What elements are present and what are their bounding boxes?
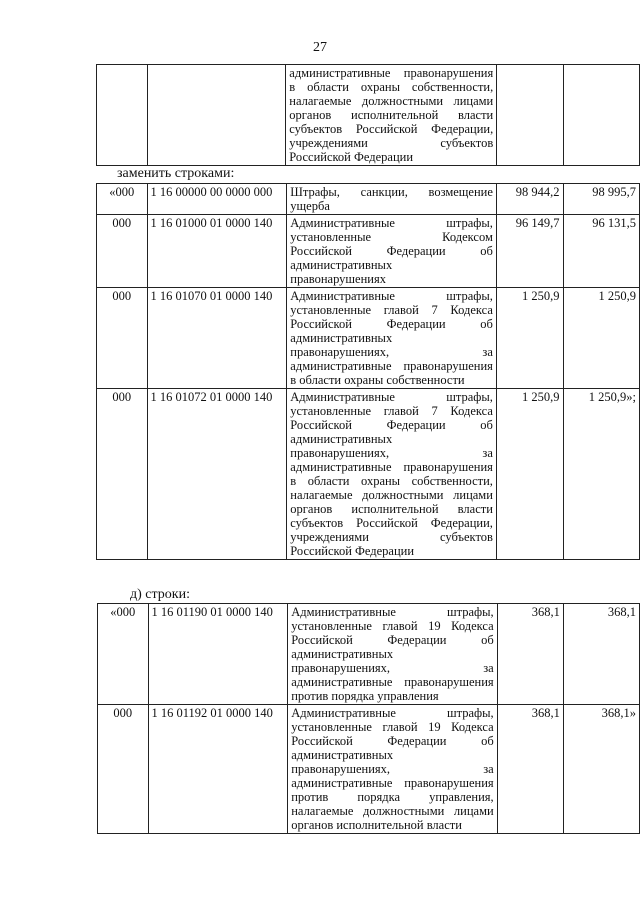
table-row — [97, 184, 640, 215]
name-line: Российской Федерации об — [290, 418, 493, 432]
name-line: органов исполнительной власти — [291, 818, 462, 832]
name-line: установленные главой 7 Кодекса — [290, 303, 493, 317]
cell-code: 000 — [97, 288, 148, 389]
name-line: Российской Федерации — [289, 150, 414, 164]
name-line: Штрафы, санкции, возмещение — [290, 185, 493, 199]
name-line: административных — [290, 258, 393, 272]
name-line: административных — [291, 748, 394, 762]
name-line: Административные штрафы, — [291, 706, 494, 720]
cell-kbk: 1 16 01192 01 0000 140 — [148, 705, 288, 834]
name-line: ущерба — [290, 199, 330, 213]
name-line: налагаемые должностными лицами — [291, 804, 494, 818]
name-line: административных — [290, 432, 393, 446]
cell-name — [287, 389, 497, 560]
name-line: правонарушениях, за — [290, 345, 493, 359]
cell-kbk: 1 16 01072 01 0000 140 — [147, 389, 287, 560]
name-line: в области охраны собственности, — [289, 80, 494, 94]
name-line: установленные главой 19 Кодекса — [291, 619, 494, 633]
cell-code: 000 — [98, 705, 149, 834]
name-line: административные правонарушения — [289, 66, 494, 80]
cell-value-1 — [497, 65, 563, 166]
cell-code: «000 — [98, 604, 149, 705]
cell-name — [287, 215, 497, 288]
name-line: учреждениями субъектов — [289, 136, 494, 150]
cell-value-1: 98 944,2 — [496, 184, 563, 215]
cell-kbk: 1 16 01070 01 0000 140 — [147, 288, 287, 389]
cell-value-2: 368,1» — [563, 705, 639, 834]
name-line: установленные Кодексом — [290, 230, 493, 244]
name-line: органов исполнительной власти — [289, 108, 494, 122]
name-line: Административные штрафы, — [290, 289, 493, 303]
table-fragment-top — [96, 64, 640, 166]
cell-kbk: 1 16 00000 00 0000 000 — [147, 184, 287, 215]
section-d-label: д) строки: — [130, 587, 190, 602]
name-line: Российской Федерации — [290, 544, 415, 558]
cell-value-1: 368,1 — [497, 705, 563, 834]
cell-value-1: 96 149,7 — [496, 215, 563, 288]
cell-code: «000 — [97, 184, 148, 215]
name-line: Административные штрафы, — [290, 216, 493, 230]
name-line: правонарушениях, за — [291, 762, 494, 776]
name-line: Российской Федерации об — [290, 317, 493, 331]
name-line: правонарушениях, за — [291, 661, 494, 675]
cell-value-1: 1 250,9 — [496, 389, 563, 560]
name-line: Российской Федерации об — [290, 244, 493, 258]
cell-name — [286, 65, 497, 166]
name-line: административных — [290, 331, 393, 345]
name-line: административные правонарушения — [291, 675, 494, 689]
cell-value-2: 1 250,9 — [563, 288, 639, 389]
name-line: административные правонарушения — [290, 359, 493, 373]
cell-value-1: 368,1 — [497, 604, 563, 705]
cell-code: 000 — [97, 389, 148, 560]
name-line: правонарушениях, за — [290, 446, 493, 460]
name-line: установленные главой 19 Кодекса — [291, 720, 494, 734]
table-row — [97, 215, 640, 288]
table-row — [97, 65, 640, 166]
table-replacement-rows — [96, 183, 640, 560]
name-line: Административные штрафы, — [290, 390, 493, 404]
name-line: в области охраны собственности, — [290, 474, 493, 488]
cell-name — [288, 705, 497, 834]
table-row — [97, 389, 640, 560]
table-row — [98, 604, 640, 705]
name-line: субъектов Российской Федерации, — [289, 122, 494, 136]
name-line: Административные штрафы, — [291, 605, 494, 619]
name-line: учреждениями субъектов — [290, 530, 493, 544]
name-line: органов исполнительной власти — [290, 502, 493, 516]
table-row — [98, 705, 640, 834]
name-line: административные правонарушения — [291, 776, 494, 790]
name-line: против порядка управления, — [291, 790, 494, 804]
cell-code: 000 — [97, 215, 148, 288]
name-line: Российской Федерации об — [291, 633, 494, 647]
cell-value-2: 96 131,5 — [563, 215, 639, 288]
cell-kbk — [147, 65, 286, 166]
name-line: налагаемые должностными лицами — [290, 488, 493, 502]
cell-value-2: 1 250,9»; — [563, 389, 639, 560]
name-line: административные правонарушения — [290, 460, 493, 474]
cell-kbk: 1 16 01000 01 0000 140 — [147, 215, 287, 288]
page-number: 27 — [313, 40, 327, 55]
name-line: установленные главой 7 Кодекса — [290, 404, 493, 418]
cell-name — [288, 604, 497, 705]
name-line: против порядка управления — [291, 689, 439, 703]
cell-value-2 — [563, 65, 639, 166]
cell-kbk: 1 16 01190 01 0000 140 — [148, 604, 288, 705]
name-line: Российской Федерации об — [291, 734, 494, 748]
replace-label: заменить строками: — [117, 166, 235, 181]
cell-code — [97, 65, 148, 166]
name-line: в области охраны собственности — [290, 373, 465, 387]
name-line: субъектов Российской Федерации, — [290, 516, 493, 530]
cell-name — [287, 288, 497, 389]
name-line: правонарушениях — [290, 272, 386, 286]
table-row — [97, 288, 640, 389]
cell-value-2: 98 995,7 — [563, 184, 639, 215]
table-section-d-rows — [97, 603, 640, 834]
name-line: налагаемые должностными лицами — [289, 94, 494, 108]
cell-name — [287, 184, 497, 215]
cell-value-1: 1 250,9 — [496, 288, 563, 389]
cell-value-2: 368,1 — [563, 604, 639, 705]
name-line: административных — [291, 647, 394, 661]
